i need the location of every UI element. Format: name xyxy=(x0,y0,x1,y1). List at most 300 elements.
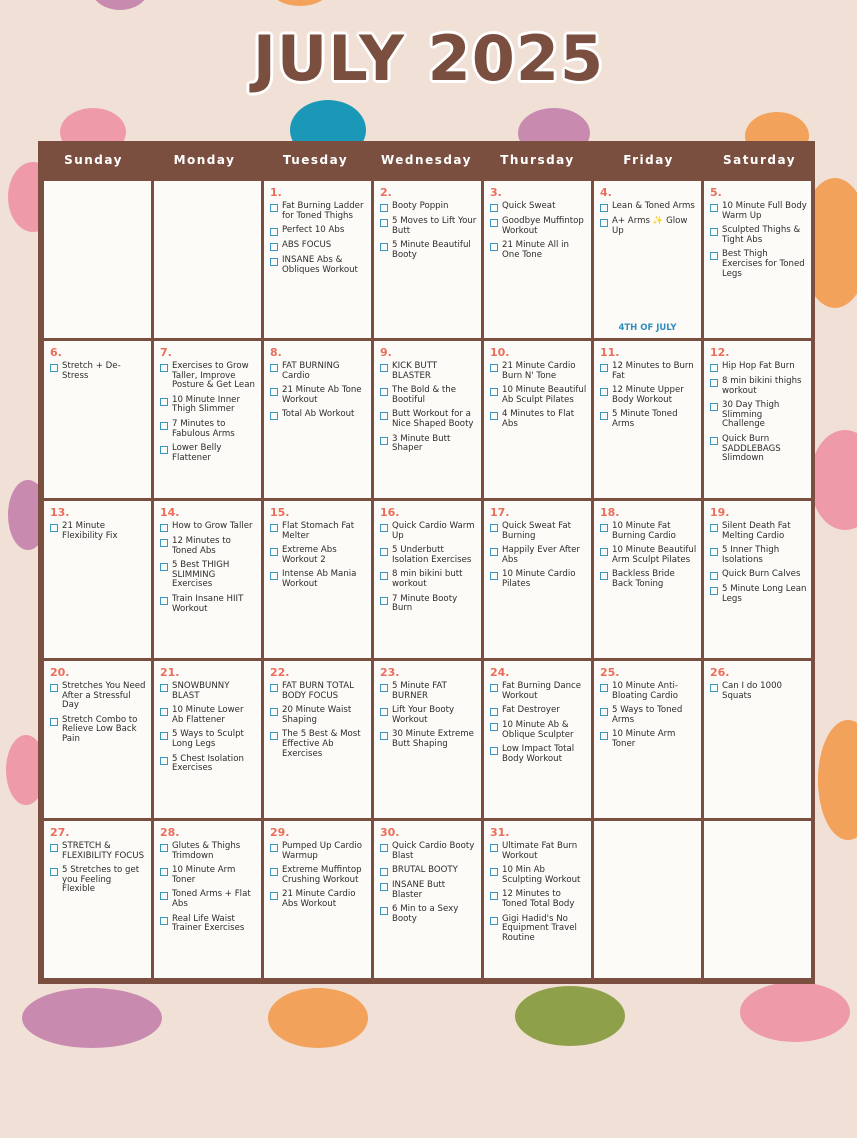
workout-item[interactable] xyxy=(600,386,697,405)
workout-item[interactable] xyxy=(380,730,477,749)
workout-item[interactable] xyxy=(490,890,587,909)
workout-item[interactable] xyxy=(490,745,587,764)
checkbox-icon[interactable] xyxy=(160,398,168,406)
checkbox-icon[interactable] xyxy=(270,228,278,236)
checkbox-icon[interactable] xyxy=(710,228,718,236)
checkbox-icon[interactable] xyxy=(270,204,278,212)
workout-item[interactable] xyxy=(600,410,697,429)
checkbox-icon[interactable] xyxy=(160,844,168,852)
checkbox-icon[interactable] xyxy=(380,868,388,876)
checkbox-icon[interactable] xyxy=(380,219,388,227)
day-number: 19. xyxy=(710,506,730,519)
workout-item[interactable] xyxy=(160,890,257,909)
checkbox-icon[interactable] xyxy=(380,412,388,420)
flower-petal-decoration xyxy=(810,430,857,530)
checkbox-icon[interactable] xyxy=(490,204,498,212)
workout-label: Lift Your Booty Workout xyxy=(392,705,455,725)
calendar-day-cell xyxy=(484,661,591,818)
workout-label: 10 Minute Arm Toner xyxy=(172,865,236,885)
workout-item[interactable] xyxy=(160,595,257,614)
workout-item[interactable] xyxy=(50,716,147,745)
workout-label: Quick Sweat Fat Burning xyxy=(502,521,571,541)
workout-label: 10 Min Ab Sculpting Workout xyxy=(502,865,581,885)
workout-item[interactable] xyxy=(490,217,587,236)
workout-item[interactable] xyxy=(600,706,697,725)
workout-item[interactable] xyxy=(380,435,477,454)
checkbox-icon[interactable] xyxy=(600,708,608,716)
workout-label: 10 Minute Fat Burning Cardio xyxy=(612,521,676,541)
workout-label: Flat Stomach Fat Melter xyxy=(282,521,355,541)
checkbox-icon[interactable] xyxy=(710,379,718,387)
workout-label: 5 Moves to Lift Your Butt xyxy=(392,216,477,236)
calendar-day-cell xyxy=(264,341,371,498)
checkbox-icon[interactable] xyxy=(270,732,278,740)
workout-item[interactable] xyxy=(380,386,477,405)
workout-item[interactable] xyxy=(600,546,697,565)
workout-item[interactable] xyxy=(380,905,477,924)
checkbox-icon[interactable] xyxy=(600,684,608,692)
workout-item[interactable] xyxy=(270,522,367,541)
checkbox-icon[interactable] xyxy=(710,364,718,372)
weekday-header xyxy=(38,141,815,179)
workout-item[interactable] xyxy=(160,755,257,774)
calendar-day-cell xyxy=(484,821,591,978)
workout-label: KICK BUTT BLASTER xyxy=(392,361,438,381)
workout-label: 5 Underbutt Isolation Exercises xyxy=(392,545,472,565)
workout-item[interactable] xyxy=(160,561,257,590)
workout-label: Happily Ever After Abs xyxy=(502,545,580,565)
checkbox-icon[interactable] xyxy=(380,572,388,580)
workout-item[interactable] xyxy=(270,570,367,589)
checkbox-icon[interactable] xyxy=(490,844,498,852)
workout-item[interactable] xyxy=(600,570,697,589)
checkbox-icon[interactable] xyxy=(600,364,608,372)
calendar-day-cell xyxy=(374,181,481,338)
checkbox-icon[interactable] xyxy=(380,364,388,372)
workout-item[interactable] xyxy=(710,401,807,430)
checkbox-icon[interactable] xyxy=(710,572,718,580)
checkbox-icon[interactable] xyxy=(490,548,498,556)
workout-item[interactable] xyxy=(710,546,807,565)
calendar-day-cell xyxy=(264,661,371,818)
workout-label: 5 Best THIGH SLIMMING Exercises xyxy=(172,560,230,590)
workout-item[interactable] xyxy=(160,420,257,439)
workout-label: Real Life Waist Trainer Exercises xyxy=(172,913,245,934)
checkbox-icon[interactable] xyxy=(50,524,58,532)
workout-label: Pumped Up Cardio Warmup xyxy=(282,841,363,861)
day-number: 2. xyxy=(380,186,392,199)
checkbox-icon[interactable] xyxy=(380,844,388,852)
checkbox-icon[interactable] xyxy=(160,708,168,716)
checkbox-icon[interactable] xyxy=(160,524,168,532)
checkbox-icon[interactable] xyxy=(490,388,498,396)
workout-item[interactable] xyxy=(490,842,587,861)
workout-label: 21 Minute Cardio Abs Workout xyxy=(282,889,356,909)
day-number: 23. xyxy=(380,666,400,679)
checkbox-icon[interactable] xyxy=(50,364,58,372)
workout-item[interactable] xyxy=(380,682,477,701)
workout-item[interactable] xyxy=(600,730,697,749)
checkbox-icon[interactable] xyxy=(490,892,498,900)
calendar-day-cell xyxy=(44,661,151,818)
workout-label: 12 Minutes to Toned Abs xyxy=(172,536,231,556)
workout-item[interactable] xyxy=(490,866,587,885)
calendar-day-cell xyxy=(374,661,481,818)
workout-item[interactable] xyxy=(270,866,367,885)
workout-item[interactable] xyxy=(710,250,807,279)
workout-item[interactable] xyxy=(490,241,587,260)
workout-label: 6 Min to a Sexy Booty xyxy=(392,904,459,924)
workout-item[interactable] xyxy=(380,706,477,725)
checkbox-icon[interactable] xyxy=(270,412,278,420)
workout-label: 7 Minute Booty Burn xyxy=(392,593,458,614)
checkbox-icon[interactable] xyxy=(270,708,278,716)
workout-item[interactable] xyxy=(710,435,807,464)
workout-item[interactable] xyxy=(270,226,367,236)
workout-item[interactable] xyxy=(490,915,587,944)
workout-item[interactable] xyxy=(50,842,147,861)
day-number: 17. xyxy=(490,506,510,519)
workout-label: Quick Burn SADDLEBAGS Slimdown xyxy=(722,433,781,464)
checkbox-icon[interactable] xyxy=(380,243,388,251)
workout-label: 30 Minute Extreme Butt Shaping xyxy=(392,729,474,749)
workout-label: Toned Arms + Flat Abs xyxy=(172,889,251,909)
weekday-label-saturday: Saturday xyxy=(722,153,797,167)
checkbox-icon[interactable] xyxy=(490,747,498,755)
calendar-grid xyxy=(44,181,811,1138)
workout-item[interactable] xyxy=(380,881,477,900)
flower-petal-decoration xyxy=(818,720,857,840)
workout-item[interactable] xyxy=(490,202,587,212)
workout-label: The Bold & the Bootiful xyxy=(392,385,456,405)
workout-item[interactable] xyxy=(270,202,367,221)
workout-label: The 5 Best & Most Effective Ab Exercises xyxy=(282,729,361,759)
workout-label: Exercises to Grow Taller, Improve Posture & Get Lean xyxy=(172,361,255,391)
checkbox-icon[interactable] xyxy=(710,403,718,411)
checkbox-icon[interactable] xyxy=(490,684,498,692)
checkbox-icon[interactable] xyxy=(270,388,278,396)
checkbox-icon[interactable] xyxy=(710,548,718,556)
day-number: 16. xyxy=(380,506,400,519)
calendar-day-cell xyxy=(154,501,261,658)
workout-item[interactable] xyxy=(600,522,697,541)
checkbox-icon[interactable] xyxy=(160,364,168,372)
checkbox-icon[interactable] xyxy=(380,907,388,915)
workout-item[interactable] xyxy=(160,444,257,463)
checkbox-icon[interactable] xyxy=(600,412,608,420)
workout-label: Backless Bride Back Toning xyxy=(612,569,675,589)
workout-item[interactable] xyxy=(270,410,367,420)
workout-item[interactable] xyxy=(710,522,807,541)
workout-item[interactable] xyxy=(380,546,477,565)
workout-item[interactable] xyxy=(270,682,367,701)
checkbox-icon[interactable] xyxy=(160,868,168,876)
workout-label: Sculpted Thighs & Tight Abs xyxy=(722,225,801,245)
workout-item[interactable] xyxy=(380,570,477,589)
workout-item[interactable] xyxy=(490,570,587,589)
checkbox-icon[interactable] xyxy=(490,219,498,227)
workout-label: ABS FOCUS xyxy=(282,240,332,251)
workout-label: Quick Burn Calves xyxy=(722,569,801,580)
day-number: 30. xyxy=(380,826,400,839)
flower-petal-decoration xyxy=(270,0,330,6)
holiday-label: 4TH OF JULY xyxy=(618,323,677,333)
checkbox-icon[interactable] xyxy=(160,892,168,900)
checkbox-icon[interactable] xyxy=(160,539,168,547)
checkbox-icon[interactable] xyxy=(270,243,278,251)
weekday-label-thursday: Thursday xyxy=(500,153,575,167)
workout-item[interactable] xyxy=(490,522,587,541)
workout-label: 5 Ways to Toned Arms xyxy=(612,705,683,725)
workout-item[interactable] xyxy=(50,522,147,541)
page-title: JULY 2025 xyxy=(252,22,605,95)
workout-item[interactable] xyxy=(490,721,587,740)
day-number: 21. xyxy=(160,666,180,679)
workout-item[interactable] xyxy=(600,362,697,381)
workout-item[interactable] xyxy=(270,890,367,909)
workout-item[interactable] xyxy=(160,706,257,725)
calendar-day-cell xyxy=(484,341,591,498)
empty-day-cell xyxy=(594,821,701,978)
workout-item[interactable] xyxy=(710,682,807,701)
checkbox-icon[interactable] xyxy=(270,572,278,580)
day-number: 31. xyxy=(490,826,510,839)
checkbox-icon[interactable] xyxy=(160,446,168,454)
calendar-day-cell xyxy=(374,501,481,658)
checkbox-icon[interactable] xyxy=(600,572,608,580)
workout-label: 10 Minute Full Body Warm Up xyxy=(722,201,807,221)
checkbox-icon[interactable] xyxy=(710,437,718,445)
workout-item[interactable] xyxy=(270,241,367,251)
day-number: 14. xyxy=(160,506,180,519)
workout-label: 5 Minute Toned Arms xyxy=(612,409,678,429)
checkbox-icon[interactable] xyxy=(270,684,278,692)
calendar-day-cell xyxy=(264,181,371,338)
checkbox-icon[interactable] xyxy=(600,548,608,556)
checkbox-icon[interactable] xyxy=(710,204,718,212)
checkbox-icon[interactable] xyxy=(380,597,388,605)
workout-label: 4 Minutes to Flat Abs xyxy=(502,409,575,429)
checkbox-icon[interactable] xyxy=(490,524,498,532)
workout-item[interactable] xyxy=(710,226,807,245)
checkbox-icon[interactable] xyxy=(380,708,388,716)
workout-item[interactable] xyxy=(380,866,477,876)
checkbox-icon[interactable] xyxy=(380,548,388,556)
checkbox-icon[interactable] xyxy=(270,868,278,876)
checkbox-icon[interactable] xyxy=(490,868,498,876)
workout-item[interactable] xyxy=(160,915,257,934)
calendar-day-cell xyxy=(484,181,591,338)
workout-label: 10 Minute Anti-Bloating Cardio xyxy=(612,681,678,701)
calendar-day-cell xyxy=(264,501,371,658)
checkbox-icon[interactable] xyxy=(160,732,168,740)
checkbox-icon[interactable] xyxy=(380,437,388,445)
workout-item[interactable] xyxy=(160,396,257,415)
workout-item[interactable] xyxy=(380,410,477,429)
workout-label: Stretch Combo to Relieve Low Back Pain xyxy=(62,714,138,744)
checkbox-icon[interactable] xyxy=(490,364,498,372)
checkbox-icon[interactable] xyxy=(380,684,388,692)
workout-item[interactable] xyxy=(270,256,367,275)
checkbox-icon[interactable] xyxy=(490,243,498,251)
checkbox-icon[interactable] xyxy=(380,732,388,740)
checkbox-icon[interactable] xyxy=(710,524,718,532)
checkbox-icon[interactable] xyxy=(270,892,278,900)
calendar-day-cell xyxy=(594,181,701,338)
day-number: 4. xyxy=(600,186,612,199)
workout-item[interactable] xyxy=(490,410,587,429)
workout-item[interactable] xyxy=(600,202,697,212)
workout-item[interactable] xyxy=(270,546,367,565)
calendar-day-cell xyxy=(154,341,261,498)
workout-item[interactable] xyxy=(380,362,477,381)
workout-item[interactable] xyxy=(160,866,257,885)
workout-label: Silent Death Fat Melting Cardio xyxy=(722,521,791,541)
calendar-day-cell xyxy=(704,501,811,658)
checkbox-icon[interactable] xyxy=(50,684,58,692)
checkbox-icon[interactable] xyxy=(270,364,278,372)
workout-label: 5 Chest Isolation Exercises xyxy=(172,753,244,774)
checkbox-icon[interactable] xyxy=(380,388,388,396)
workout-item[interactable] xyxy=(380,595,477,614)
checkbox-icon[interactable] xyxy=(380,883,388,891)
workout-label: Extreme Muffintop Crushing Workout xyxy=(282,865,362,885)
day-number: 1. xyxy=(270,186,282,199)
day-number: 22. xyxy=(270,666,290,679)
workout-item[interactable] xyxy=(710,202,807,221)
workout-item[interactable] xyxy=(160,522,257,532)
workout-item[interactable] xyxy=(270,362,367,381)
workout-label: Lower Belly Flattener xyxy=(172,443,222,463)
checkbox-icon[interactable] xyxy=(490,708,498,716)
checkbox-icon[interactable] xyxy=(50,868,58,876)
workout-item[interactable] xyxy=(600,682,697,701)
checkbox-icon[interactable] xyxy=(490,572,498,580)
workout-item[interactable] xyxy=(490,682,587,701)
workout-item[interactable] xyxy=(270,386,367,405)
workout-item[interactable] xyxy=(490,706,587,716)
checkbox-icon[interactable] xyxy=(380,524,388,532)
day-number: 11. xyxy=(600,346,620,359)
checkbox-icon[interactable] xyxy=(160,917,168,925)
workout-item[interactable] xyxy=(160,730,257,749)
workout-label: FAT BURN TOTAL BODY FOCUS xyxy=(282,681,354,701)
checkbox-icon[interactable] xyxy=(490,917,498,925)
calendar-day-cell xyxy=(484,501,591,658)
checkbox-icon[interactable] xyxy=(600,524,608,532)
workout-item[interactable] xyxy=(50,682,147,711)
checkbox-icon[interactable] xyxy=(50,844,58,852)
checkbox-icon[interactable] xyxy=(270,258,278,266)
workout-item[interactable] xyxy=(490,546,587,565)
workout-item[interactable] xyxy=(270,842,367,861)
workout-item[interactable] xyxy=(490,386,587,405)
checkbox-icon[interactable] xyxy=(600,732,608,740)
workout-item[interactable] xyxy=(270,706,367,725)
workout-item[interactable] xyxy=(380,217,477,236)
workout-item[interactable] xyxy=(380,202,477,212)
workout-label: 10 Minute Ab & Oblique Sculpter xyxy=(502,720,574,740)
workout-label: 5 Inner Thigh Isolations xyxy=(722,545,780,565)
workout-item[interactable] xyxy=(490,362,587,381)
workout-label: Stretches You Need After a Stressful Day xyxy=(62,681,146,711)
checkbox-icon[interactable] xyxy=(600,204,608,212)
workout-item[interactable] xyxy=(380,842,477,861)
checkbox-icon[interactable] xyxy=(490,723,498,731)
workout-label: 5 Minute Beautiful Booty xyxy=(392,240,471,260)
workout-item[interactable] xyxy=(380,241,477,260)
checkbox-icon[interactable] xyxy=(160,757,168,765)
checkbox-icon[interactable] xyxy=(160,684,168,692)
checkbox-icon[interactable] xyxy=(270,844,278,852)
workout-item[interactable] xyxy=(270,730,367,759)
checkbox-icon[interactable] xyxy=(380,204,388,212)
checkbox-icon[interactable] xyxy=(710,587,718,595)
empty-day-cell xyxy=(704,821,811,978)
workout-label: 8 min bikini thighs workout xyxy=(722,376,802,396)
checkbox-icon[interactable] xyxy=(50,718,58,726)
checkbox-icon[interactable] xyxy=(710,252,718,260)
workout-item[interactable] xyxy=(50,362,147,381)
workout-label: Extreme Abs Workout 2 xyxy=(282,545,337,565)
workout-label: 20 Minute Waist Shaping xyxy=(282,705,352,725)
weekday-label-monday: Monday xyxy=(173,153,236,167)
day-number: 13. xyxy=(50,506,70,519)
workout-item[interactable] xyxy=(160,682,257,701)
workout-item[interactable] xyxy=(160,537,257,556)
calendar-day-cell xyxy=(704,341,811,498)
workout-label: 10 Minute Lower Ab Flattener xyxy=(172,705,244,725)
checkbox-icon[interactable] xyxy=(600,388,608,396)
workout-item[interactable] xyxy=(710,570,807,580)
calendar-day-cell xyxy=(704,181,811,338)
day-number: 5. xyxy=(710,186,722,199)
workout-item[interactable] xyxy=(710,362,807,372)
workout-item[interactable] xyxy=(710,377,807,396)
workout-item[interactable] xyxy=(160,362,257,391)
checkbox-icon[interactable] xyxy=(160,422,168,430)
day-number: 7. xyxy=(160,346,172,359)
checkbox-icon[interactable] xyxy=(490,412,498,420)
checkbox-icon[interactable] xyxy=(270,524,278,532)
checkbox-icon[interactable] xyxy=(160,597,168,605)
workout-label: Low Impact Total Body Workout xyxy=(502,744,575,764)
workout-label: Perfect 10 Abs xyxy=(282,225,345,236)
workout-item[interactable] xyxy=(600,217,697,236)
workout-label: Quick Sweat xyxy=(502,201,556,211)
day-number: 27. xyxy=(50,826,70,839)
workout-label: 7 Minutes to Fabulous Arms xyxy=(172,418,235,439)
empty-day-cell xyxy=(44,181,151,338)
checkbox-icon[interactable] xyxy=(600,219,608,227)
workout-label: 10 Minute Beautiful Ab Sculpt Pilates xyxy=(502,385,587,405)
workout-item[interactable] xyxy=(710,585,807,604)
workout-label: Hip Hop Fat Burn xyxy=(722,361,795,371)
workout-label: Quick Cardio Warm Up xyxy=(392,521,475,541)
checkbox-icon[interactable] xyxy=(270,548,278,556)
workout-label: Can I do 1000 Squats xyxy=(722,681,783,701)
checkbox-icon[interactable] xyxy=(160,563,168,571)
workout-item[interactable] xyxy=(380,522,477,541)
workout-item[interactable] xyxy=(50,866,147,895)
workout-item[interactable] xyxy=(160,842,257,861)
checkbox-icon[interactable] xyxy=(710,684,718,692)
weekday-label-friday: Friday xyxy=(623,153,674,167)
workout-label: 12 Minutes to Burn Fat xyxy=(612,361,694,381)
workout-label: Ultimate Fat Burn Workout xyxy=(502,841,578,861)
workout-label: 10 Minute Beautiful Arm Sculpt Pilates xyxy=(612,545,697,565)
day-number: 25. xyxy=(600,666,620,679)
